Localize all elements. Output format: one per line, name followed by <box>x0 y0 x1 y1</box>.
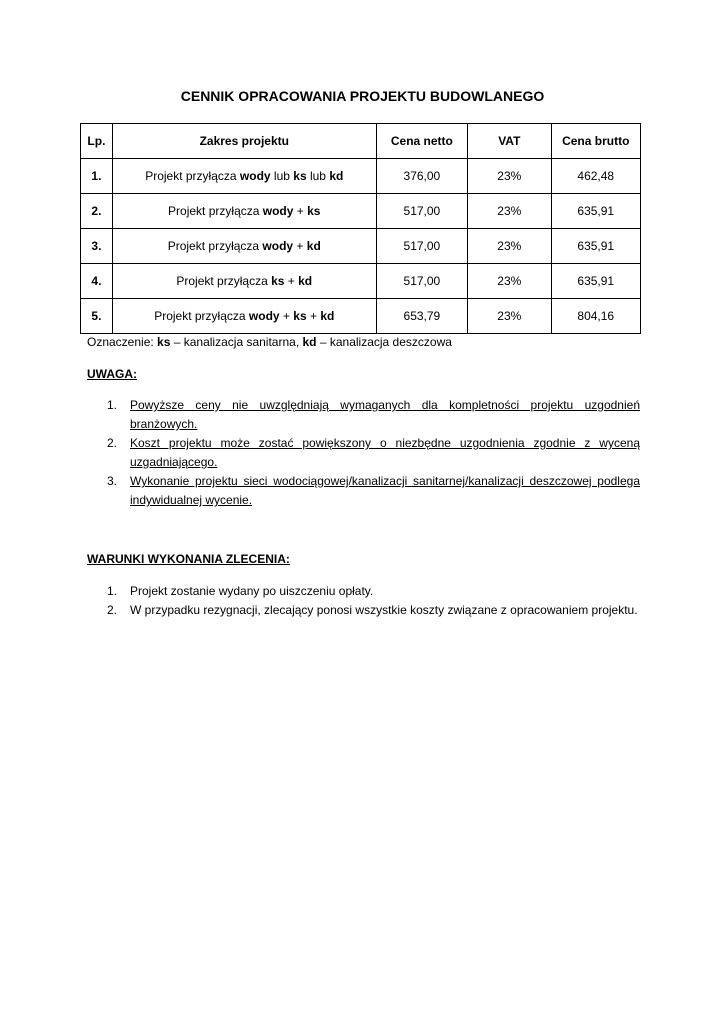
header-lp: Lp. <box>81 124 113 159</box>
cell-netto: 653,79 <box>376 299 467 334</box>
cell-zakres: Projekt przyłącza wody + ks <box>112 194 376 229</box>
page-title: CENNIK OPRACOWANIA PROJEKTU BUDOWLANEGO <box>180 88 545 104</box>
header-vat: VAT <box>468 124 551 159</box>
table-row <box>81 299 641 334</box>
cell-netto: 517,00 <box>376 229 467 264</box>
cell-lp: 4. <box>81 264 113 299</box>
cell-lp: 2. <box>81 194 113 229</box>
table-header-row <box>81 124 641 159</box>
header-cena-netto: Cena netto <box>376 124 467 159</box>
uwaga-list <box>107 396 640 510</box>
table-row <box>81 264 641 299</box>
cell-zakres: Projekt przyłącza wody + kd <box>112 229 376 264</box>
cell-lp: 5. <box>81 299 113 334</box>
cell-netto: 517,00 <box>376 264 467 299</box>
cell-brutto: 462,48 <box>551 159 641 194</box>
warunki-list <box>107 582 640 620</box>
cell-vat: 23% <box>468 264 551 299</box>
price-table <box>80 123 641 334</box>
cell-vat: 23% <box>468 194 551 229</box>
table-row <box>81 229 641 264</box>
cell-vat: 23% <box>468 229 551 264</box>
table-row <box>81 194 641 229</box>
table-row <box>81 159 641 194</box>
cell-brutto: 635,91 <box>551 229 641 264</box>
cell-brutto: 635,91 <box>551 194 641 229</box>
cell-vat: 23% <box>468 159 551 194</box>
list-item: 2. Koszt projektu może zostać powiększony o niezbędne uzgodnienia zgodnie z wyceną uzgadniającego. <box>107 436 640 469</box>
cell-netto: 376,00 <box>376 159 467 194</box>
warunki-heading: WARUNKI WYKONANIA ZLECENIA: <box>87 552 290 566</box>
cell-brutto: 804,16 <box>551 299 641 334</box>
list-item: 1. Projekt zostanie wydany po uiszczeniu opłaty. <box>107 584 374 598</box>
list-item: 2. W przypadku rezygnacji, zlecający ponosi wszystkie koszty związane z opracowaniem projektu. <box>107 603 638 617</box>
list-item: 3. Wykonanie projektu sieci wodociągowej/kanalizacji sanitarnej/kanalizacji deszczowej podlega indywidualnej wycenie. <box>107 474 640 507</box>
cell-lp: 3. <box>81 229 113 264</box>
list-item: 1. Powyższe ceny nie uwzględniają wymaganych dla kompletności projektu uzgodnień branżowych. <box>107 398 640 431</box>
cell-netto: 517,00 <box>376 194 467 229</box>
cell-zakres: Projekt przyłącza wody + ks + kd <box>112 299 376 334</box>
cell-zakres: Projekt przyłącza wody lub ks lub kd <box>112 159 376 194</box>
cell-vat: 23% <box>468 299 551 334</box>
uwaga-heading: UWAGA: <box>87 367 137 381</box>
cell-lp: 1. <box>81 159 113 194</box>
cell-brutto: 635,91 <box>551 264 641 299</box>
cell-zakres: Projekt przyłącza ks + kd <box>112 264 376 299</box>
header-zakres: Zakres projektu <box>112 124 376 159</box>
header-cena-brutto: Cena brutto <box>551 124 641 159</box>
legend-note: Oznaczenie: ks – kanalizacja sanitarna, kd – kanalizacja deszczowa <box>87 335 452 349</box>
